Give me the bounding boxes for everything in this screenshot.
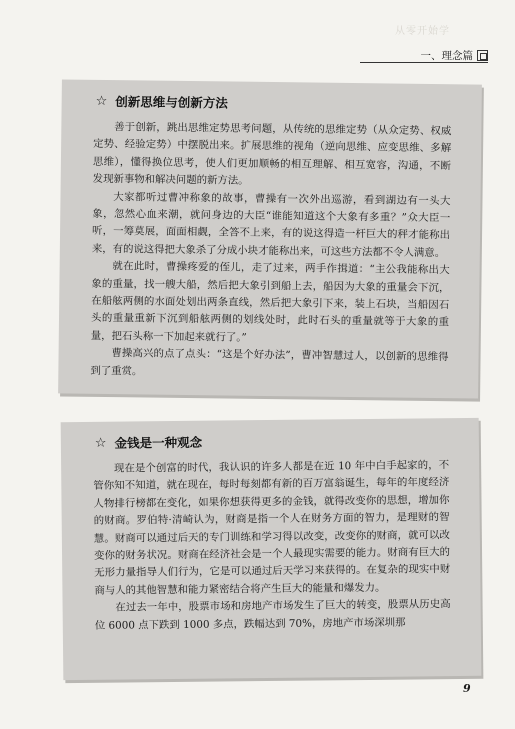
header-rule <box>360 62 488 63</box>
chapter-square-icon <box>477 50 488 61</box>
faded-top-title: 从零开始学 <box>395 26 450 37</box>
paragraph: 曹操高兴的点了点头：“这是个好办法”，曹冲智慧过人，以创新的思维得到了重赏。 <box>90 347 449 378</box>
section-title-text: 金钱是一种观念 <box>114 434 203 451</box>
star-icon: ☆ <box>94 435 107 451</box>
section-body <box>93 457 451 635</box>
section-body <box>90 119 451 384</box>
paragraph: 就在此时，曹操疼爱的侄儿，走了过来，两手作揖道：“主公我能称出大象的重量，找一艘大船，然后把大象引到船上去，船因为大象的重量会下沉，在船舷两侧的水面处划出两条直线，然后把大象引下来，装上石块，当船因石头的重量重新下沉到船舷两侧的划线处时，此时石头的重量就等于大象的重量，把石头称一下加起来就行了。” <box>90 260 450 344</box>
paragraph: 在过去一年中，股票市场和房地产市场发生了巨大的转变，股票从历史高位 6000 点下跌到 1000 多点，跌幅达到 70%，房地产市场深圳那 <box>94 598 451 632</box>
chapter-header <box>360 48 488 62</box>
page-number: 9 <box>463 682 471 695</box>
section-title <box>61 418 479 452</box>
section-title <box>62 79 482 114</box>
star-icon: ☆ <box>95 93 108 109</box>
section-title-text: 创新思维与创新方法 <box>115 94 228 111</box>
paragraph: 现在是个创富的时代，我认识的许多人都是在近 10 年中白手起家的，不管你知不知道，就在现在，每时每刻都有新的百万富翁诞生，每年的年度经济人物排行榜都在变化，如果你想获得更多的金钱，就得改变你的思想，增加你的财商。罗伯特·清崎认为，财商是指一个人在财务方面的智力，是理财的智慧。财商可以通过后天的专门训练和学习得以改变，改变你的财商，就可以改变你的财务状况。财商在经济社会是一个人最现实需要的能力。财商有巨大的无形力量指导人们行为，它是可以通过后天学习来获得的。在复杂的现实中财商与人的其他智慧和能力紧密结合将产生巨大的能量和爆发力。 <box>93 459 451 597</box>
paragraph: 大家都听过曹冲称象的故事，曹操有一次外出巡游，看到湖边有一头大象，忽然心血来潮，就问身边的大臣“谁能知道这个大象有多重？”众大臣一听，一筹莫展，面面相觑，全答不上来，有的说这得造一杆巨大的秤才能称出来，有的说这得把大象杀了分成小块才能称出来，可这些方法都不令人满意。 <box>91 190 451 259</box>
paragraph: 善于创新，跳出思维定势思考问题，从传统的思维定势（从众定势、权威定势、经验定势）中摆脱出来。扩展思维的视角（逆向思维、应变思维、多解思维），懂得换位思考，使人们更加顺畅的相互理解、相互宽容，沟通，不断发现新事物和解决问题的新方法。 <box>92 121 452 187</box>
chapter-title: 一、理念篇 <box>420 49 473 62</box>
section-panel-innovation <box>58 79 482 398</box>
section-panel-money <box>61 418 482 680</box>
